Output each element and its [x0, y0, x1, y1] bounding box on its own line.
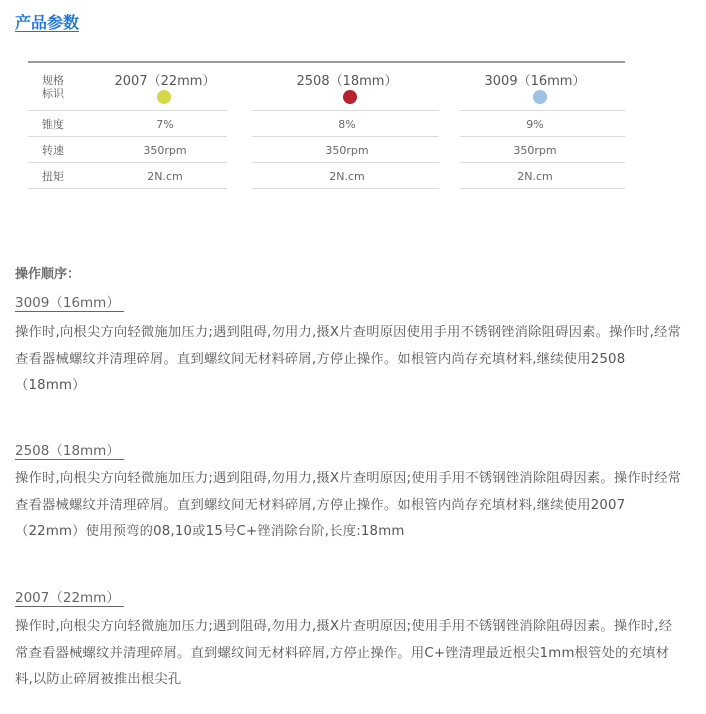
row-divider — [460, 188, 625, 189]
column-header-2508: 2508（18mm） — [296, 74, 398, 89]
section-title[interactable]: 产品参数 — [15, 13, 80, 32]
row-divider — [460, 162, 625, 163]
speed-2508: 350rpm — [325, 144, 369, 157]
torque-3009: 2N.cm — [517, 170, 553, 183]
color-dot-2007 — [157, 90, 171, 104]
operation-text-2508: 操作时,向根尖方向轻微施加压力;遇到阻碍,勿用力,摄Ⅹ片查明原因;使用手用不锈钢锉消除阻碍因素。操作时经常查看器械螺纹并清理碎屑。直到螺纹间无材料碎屑,方停止操作。如根管内尚存充填材料,继续使用2007（22mm）使用预弯的08,10或15号C+锉消除台阶,长度:18mm — [15, 471, 682, 539]
row-label-speed: 转速 — [42, 144, 64, 157]
row-divider — [28, 110, 227, 111]
operation-title-3009[interactable]: 3009（16mm） — [15, 295, 125, 311]
operations-heading: 操作顺序： — [15, 267, 81, 282]
column-header-3009: 3009（16mm） — [484, 74, 586, 89]
taper-3009: 9% — [526, 118, 544, 131]
operation-text-2007: 操作时,向根尖方向轻微施加压力;遇到阻碍,勿用力,摄Ⅹ片查明原因;使用手用不锈钢锉消除阻碍因素。操作时,经常查看器械螺纹并清理碎屑。直到螺纹间无材料碎屑,方停止操作。用C+锉清理最近根尖1mm根管处的充填材料,以防止碎屑被推出根尖孔 — [15, 619, 673, 687]
row-divider — [28, 136, 227, 137]
taper-2508: 8% — [338, 118, 356, 131]
row-divider — [28, 162, 227, 163]
color-dot-2508 — [343, 90, 357, 104]
operation-text-3009: 操作时,向根尖方向轻微施加压力;遇到阻碍,勿用力,摄Ⅹ片查明原因使用手用不锈钢锉消除阻碍因素。操作时,经常查看器械螺纹并清理碎屑。直到螺纹间无材料碎屑,方停止操作。如根管内尚存充填材料,继续使用2508（18mm） — [15, 325, 682, 393]
row-header-spec-label: 规格 标识 — [42, 74, 64, 100]
row-divider — [28, 188, 227, 189]
row-divider — [252, 110, 439, 111]
row-divider — [252, 162, 439, 163]
color-dot-3009 — [533, 90, 547, 104]
speed-3009: 350rpm — [513, 144, 557, 157]
operation-title-2508[interactable]: 2508（18mm） — [15, 443, 125, 459]
row-divider — [460, 110, 625, 111]
taper-2007: 7% — [156, 118, 174, 131]
torque-2007: 2N.cm — [147, 170, 183, 183]
row-label-torque: 扭矩 — [42, 170, 64, 183]
row-divider — [252, 136, 439, 137]
column-header-2007: 2007（22mm） — [114, 74, 216, 89]
speed-2007: 350rpm — [143, 144, 187, 157]
row-divider — [252, 188, 439, 189]
row-label-taper: 锥度 — [42, 118, 64, 131]
torque-2508: 2N.cm — [329, 170, 365, 183]
row-divider — [460, 136, 625, 137]
table-top-border — [28, 61, 625, 63]
spec-table — [28, 61, 625, 191]
operation-title-2007[interactable]: 2007（22mm） — [15, 590, 125, 606]
